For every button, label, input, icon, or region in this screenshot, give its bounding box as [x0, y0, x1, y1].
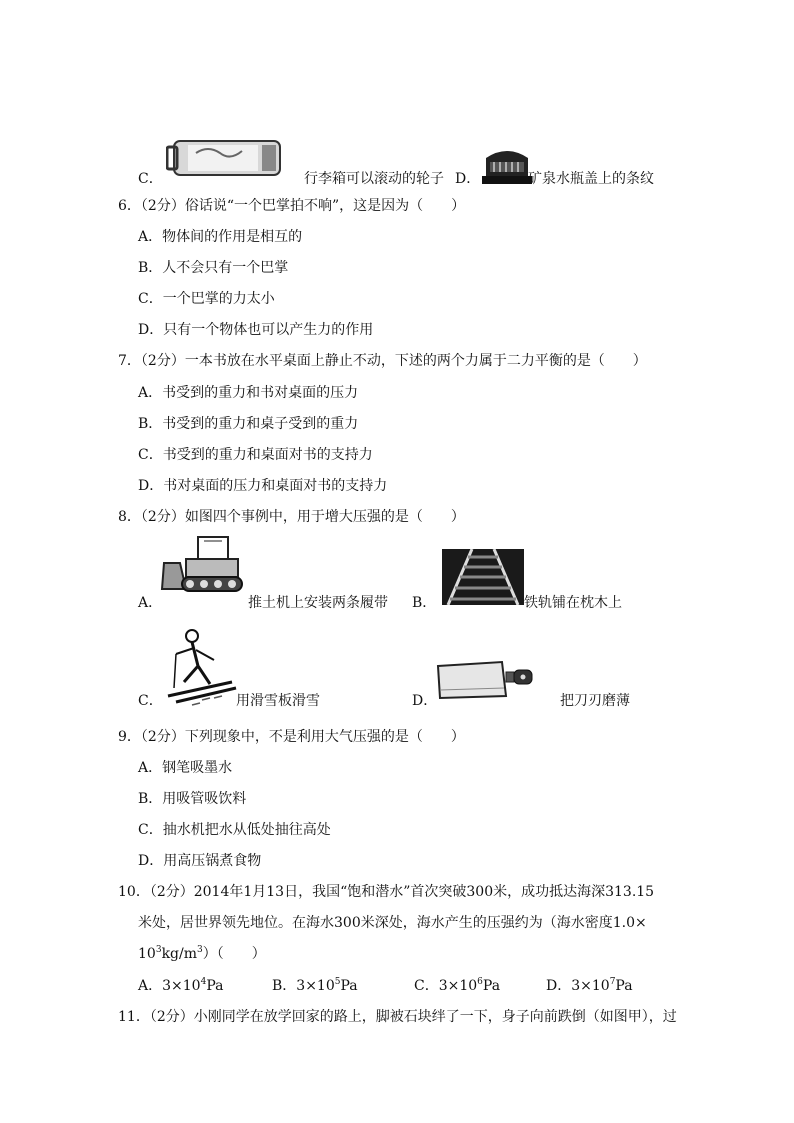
- q7-option-a: A．书受到的重力和书对桌面的压力: [138, 385, 359, 401]
- q6-stem: 6．（2分）俗话说“一个巴掌拍不响”，这是因为（ ）: [118, 198, 466, 214]
- q5-option-c-text: 行李箱可以滚动的轮子: [304, 171, 444, 187]
- bottle-cap-ridges-figure: [482, 140, 532, 184]
- q8-option-c-letter: C．: [138, 693, 163, 709]
- q5-option-c-letter: C．: [138, 171, 163, 187]
- q10-option-a: A．$3\times 10^4Pa$: [138, 977, 224, 994]
- q6-option-a: A．物体间的作用是相互的: [138, 229, 303, 245]
- q6-option-b: B．人不会只有一个巴掌: [138, 260, 289, 276]
- q9-option-d: D．用高压锅煮食物: [138, 853, 262, 869]
- q8-option-a-text: 推土机上安装两条履带: [248, 595, 388, 611]
- ski-figure: [162, 626, 238, 708]
- q9-option-c: C．抽水机把水从低处抽往高处: [138, 822, 331, 838]
- q8-option-c-text: 用滑雪板滑雪: [236, 693, 320, 709]
- q10-stem-line-2: 米处，居世界领先地位。在海水300米深处，海水产生的压强约为（海水密度1.0×: [138, 915, 647, 931]
- q11-stem: 11．（2分）小刚同学在放学回家的路上，脚被石块绊了一下，身子向前跌倒（如图甲），过: [118, 1009, 677, 1025]
- railroad-sleepers-figure: [442, 549, 524, 605]
- q8-option-d-text: 把刀刃磨薄: [560, 693, 630, 709]
- q10-option-d: D．$3\times 10^7Pa$: [546, 977, 633, 994]
- q5-option-d-letter: D．: [455, 171, 481, 187]
- q8-option-d-letter: D．: [412, 693, 438, 709]
- q9-option-b: B．用吸管吸饮料: [138, 791, 247, 807]
- q7-option-b: B．书受到的重力和桌子受到的重力: [138, 416, 359, 432]
- cleaver-knife-figure: [434, 660, 534, 700]
- q6-option-c: C．一个巴掌的力太小: [138, 291, 275, 307]
- q9-stem: 9．（2分）下列现象中，不是利用大气压强的是（ ）: [118, 729, 465, 745]
- q8-option-b-text: 铁轨铺在枕木上: [524, 595, 622, 611]
- q7-option-d: D．书对桌面的压力和桌面对书的支持力: [138, 478, 388, 494]
- q9-option-a: A．钢笔吸墨水: [138, 760, 233, 776]
- bulldozer-tracks-figure: [160, 533, 246, 603]
- q10-stem-line-3: $10^3kg/m^3$）（ ）: [138, 945, 266, 962]
- q8-option-b-letter: B．: [412, 595, 437, 611]
- q10-option-c: C．$3\times 10^6Pa$: [414, 977, 501, 994]
- suitcase-wheels-figure: [166, 135, 286, 179]
- q10-option-b: B．$3\times 10^5Pa$: [272, 977, 358, 994]
- q6-option-d: D．只有一个物体也可以产生力的作用: [138, 322, 374, 338]
- q10-stem-line-1: 10．（2分）2014年1月13日，我国“饱和潜水”首次突破300米，成功抵达海深313.15: [118, 884, 655, 900]
- q7-stem: 7．（2分）一本书放在水平桌面上静止不动，下述的两个力属于二力平衡的是（ ）: [118, 353, 647, 369]
- q7-option-c: C．书受到的重力和桌面对书的支持力: [138, 447, 373, 463]
- q8-option-a-letter: A．: [138, 595, 163, 611]
- q8-stem: 8．（2分）如图四个事例中，用于增大压强的是（ ）: [118, 509, 465, 525]
- q5-option-d-text: 矿泉水瓶盖上的条纹: [528, 171, 654, 187]
